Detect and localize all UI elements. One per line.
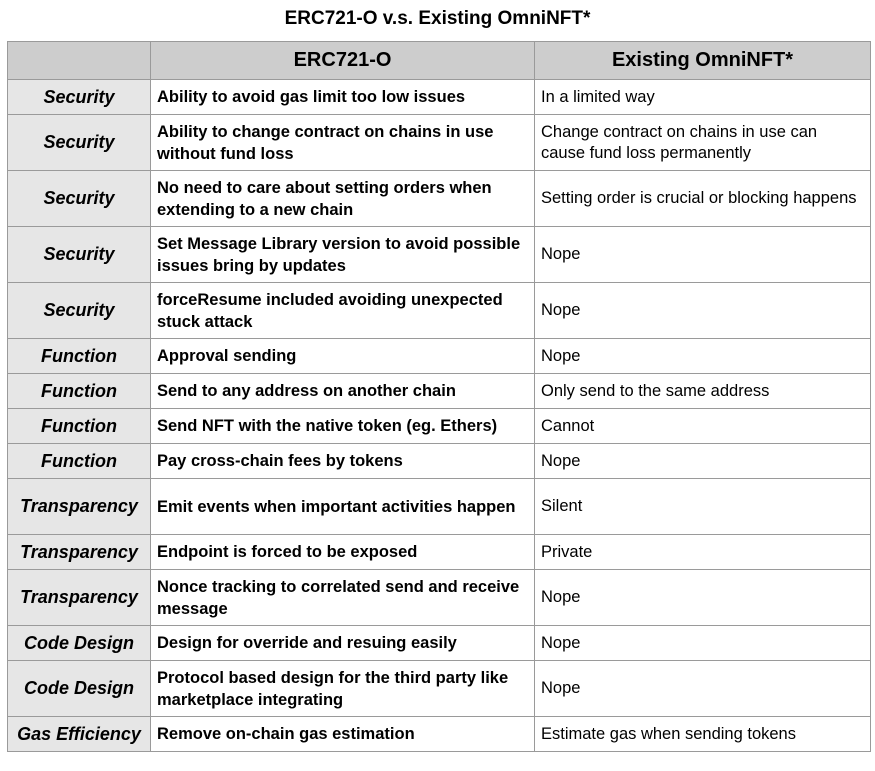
category-cell: Function bbox=[8, 444, 151, 479]
existing-omninft-cell: Nope bbox=[535, 661, 871, 717]
category-cell: Security bbox=[8, 227, 151, 283]
existing-omninft-cell: Cannot bbox=[535, 409, 871, 444]
erc721o-feature-cell: Ability to avoid gas limit too low issues bbox=[151, 80, 535, 115]
category-cell: Code Design bbox=[8, 661, 151, 717]
category-cell: Security bbox=[8, 171, 151, 227]
category-cell: Function bbox=[8, 374, 151, 409]
category-cell: Security bbox=[8, 80, 151, 115]
existing-omninft-cell: Nope bbox=[535, 339, 871, 374]
header-row bbox=[8, 42, 871, 80]
table-row bbox=[8, 171, 871, 227]
table-body bbox=[8, 80, 871, 752]
category-cell: Function bbox=[8, 409, 151, 444]
erc721o-feature-cell: Send NFT with the native token (eg. Ethers) bbox=[151, 409, 535, 444]
erc721o-feature-cell: Remove on-chain gas estimation bbox=[151, 717, 535, 752]
table-row bbox=[8, 283, 871, 339]
existing-omninft-cell: Nope bbox=[535, 283, 871, 339]
table-row bbox=[8, 227, 871, 283]
erc721o-feature-cell: Protocol based design for the third party like marketplace integrating bbox=[151, 661, 535, 717]
table-row bbox=[8, 115, 871, 171]
table-row bbox=[8, 661, 871, 717]
table-row bbox=[8, 479, 871, 535]
existing-omninft-cell: In a limited way bbox=[535, 80, 871, 115]
erc721o-feature-cell: Endpoint is forced to be exposed bbox=[151, 535, 535, 570]
table-row bbox=[8, 444, 871, 479]
table-row bbox=[8, 535, 871, 570]
erc721o-feature-cell: Nonce tracking to correlated send and receive message bbox=[151, 570, 535, 626]
existing-omninft-cell: Nope bbox=[535, 444, 871, 479]
header-existing-omninft: Existing OmniNFT* bbox=[535, 42, 871, 80]
table-row bbox=[8, 570, 871, 626]
table-row bbox=[8, 626, 871, 661]
existing-omninft-cell: Nope bbox=[535, 570, 871, 626]
erc721o-feature-cell: Send to any address on another chain bbox=[151, 374, 535, 409]
table-title: ERC721-O v.s. Existing OmniNFT* bbox=[284, 8, 591, 29]
erc721o-feature-cell: Approval sending bbox=[151, 339, 535, 374]
table-header bbox=[8, 42, 871, 80]
category-cell: Transparency bbox=[8, 479, 151, 535]
erc721o-feature-cell: forceResume included avoiding unexpected stuck attack bbox=[151, 283, 535, 339]
erc721o-feature-cell: Ability to change contract on chains in use without fund loss bbox=[151, 115, 535, 171]
table-row bbox=[8, 374, 871, 409]
existing-omninft-cell: Setting order is crucial or blocking happens bbox=[535, 171, 871, 227]
existing-omninft-cell: Nope bbox=[535, 227, 871, 283]
erc721o-feature-cell: Set Message Library version to avoid possible issues bring by updates bbox=[151, 227, 535, 283]
existing-omninft-cell: Only send to the same address bbox=[535, 374, 871, 409]
erc721o-feature-cell: No need to care about setting orders when extending to a new chain bbox=[151, 171, 535, 227]
category-cell: Security bbox=[8, 283, 151, 339]
category-cell: Function bbox=[8, 339, 151, 374]
category-cell: Security bbox=[8, 115, 151, 171]
category-cell: Gas Efficiency bbox=[8, 717, 151, 752]
header-corner-cell bbox=[8, 42, 151, 80]
existing-omninft-cell: Silent bbox=[535, 479, 871, 535]
category-cell: Transparency bbox=[8, 535, 151, 570]
erc721o-feature-cell: Design for override and resuing easily bbox=[151, 626, 535, 661]
erc721o-feature-cell: Emit events when important activities happen bbox=[151, 479, 535, 535]
existing-omninft-cell: Private bbox=[535, 535, 871, 570]
header-erc721o: ERC721-O bbox=[151, 42, 535, 80]
existing-omninft-cell: Change contract on chains in use can cause fund loss permanently bbox=[535, 115, 871, 171]
category-cell: Transparency bbox=[8, 570, 151, 626]
existing-omninft-cell: Estimate gas when sending tokens bbox=[535, 717, 871, 752]
existing-omninft-cell: Nope bbox=[535, 626, 871, 661]
comparison-table bbox=[7, 41, 871, 752]
table-row bbox=[8, 339, 871, 374]
category-cell: Code Design bbox=[8, 626, 151, 661]
table-row bbox=[8, 717, 871, 752]
table-row bbox=[8, 80, 871, 115]
erc721o-feature-cell: Pay cross-chain fees by tokens bbox=[151, 444, 535, 479]
table-row bbox=[8, 409, 871, 444]
